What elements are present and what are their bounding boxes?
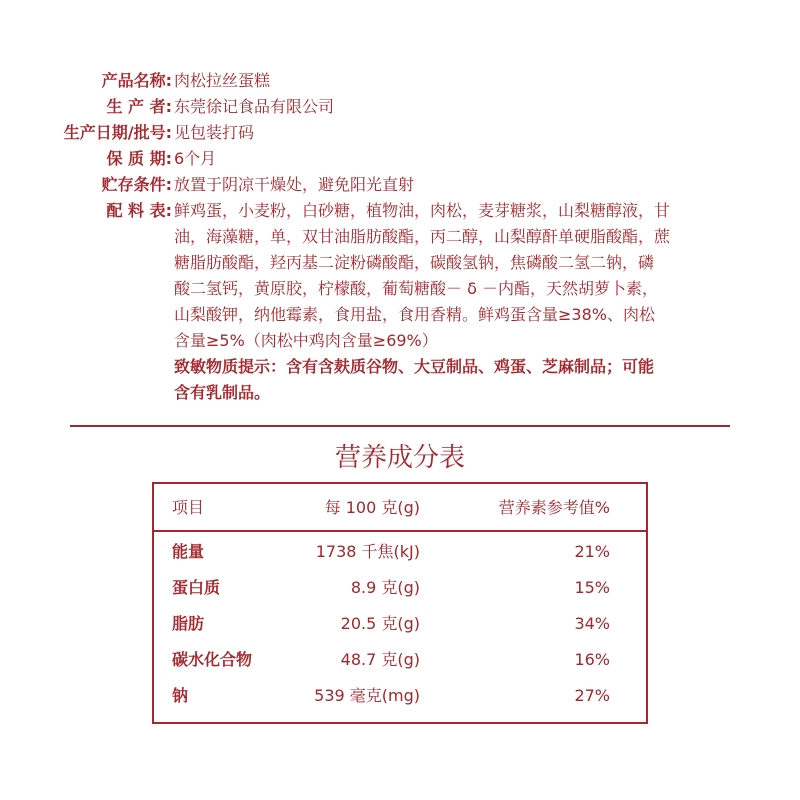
nutrition-row-energy: [154, 534, 646, 570]
nutrient-amount: 48.7 克(g): [340, 650, 420, 669]
header-item: 项目: [172, 498, 205, 517]
info-label: 产品名称:: [101, 71, 172, 90]
nutrient-nrv: 34%: [574, 614, 610, 633]
nutrition-header-row: [154, 490, 646, 526]
nutrient-amount: 8.9 克(g): [350, 578, 420, 597]
info-label: 生产日期/批号:: [63, 123, 172, 142]
info-label: 贮存条件:: [101, 175, 172, 194]
nutrition-header-divider: [154, 530, 646, 532]
ingredients-line: 油，海藻糖，单，双甘油脂肪酸酯，丙二醇，山梨醇酐单硬脂酸酯，蔗: [174, 227, 671, 246]
nutrient-amount: 539 毫克(mg): [314, 686, 420, 705]
nutrient-name: 能量: [172, 542, 205, 561]
nutrition-title: 营养成分表: [334, 443, 465, 473]
nutrition-row-sodium: [154, 678, 646, 714]
nutrition-row-fat: [154, 606, 646, 642]
header-amount: 每 100 克(g): [324, 498, 420, 517]
nutrient-amount: 20.5 克(g): [340, 614, 420, 633]
nutrient-name: 蛋白质: [172, 578, 221, 597]
section-divider: [70, 425, 730, 427]
ingredients-line: 酸二氢钙，黄原胶，柠檬酸，葡萄糖酸－ δ －内酯，天然胡萝卜素，: [174, 279, 658, 298]
nutrient-name: 脂肪: [172, 614, 205, 633]
nutrient-name: 钠: [172, 686, 189, 705]
info-row-storage: [0, 172, 800, 198]
nutrition-table: [152, 482, 648, 724]
allergen-line: 致敏物质提示：含有含麸质谷物、大豆制品、鸡蛋、芝麻制品；可能: [174, 357, 655, 376]
allergen-line: 含有乳制品。: [174, 383, 271, 402]
info-row-shelf-life: [0, 146, 800, 172]
nutrient-nrv: 27%: [574, 686, 610, 705]
nutrient-amount: 1738 千焦(kJ): [315, 542, 420, 561]
info-value: 放置于阴凉干燥处，避免阳光直射: [174, 175, 415, 194]
info-row-producer: [0, 94, 800, 120]
info-row-ingredients: [0, 198, 800, 406]
info-label: 保 质 期:: [106, 149, 172, 168]
ingredients-label: 配 料 表:: [106, 201, 172, 220]
info-value: 肉松拉丝蛋糕: [174, 71, 271, 90]
info-value: 6个月: [174, 149, 217, 168]
ingredients-line: 含量≥5%（肉松中鸡肉含量≥69%）: [174, 331, 438, 350]
ingredients-line: 糖脂肪酸酯，羟丙基二淀粉磷酸酯，碳酸氢钠，焦磷酸二氢二钠，磷: [174, 253, 655, 272]
nutrition-row-carbohydrate: [154, 642, 646, 678]
nutrient-name: 碳水化合物: [172, 650, 253, 669]
info-row-product-name: [0, 68, 800, 94]
ingredients-line: 鲜鸡蛋，小麦粉，白砂糖，植物油，肉松，麦芽糖浆，山梨糖醇液，甘: [174, 201, 671, 220]
product-info: [0, 68, 800, 406]
ingredients-line: 山梨酸钾，纳他霉素，食用盐，食用香精。鲜鸡蛋含量≥38%、肉松: [174, 305, 655, 324]
header-nrv: 营养素参考值%: [498, 498, 610, 517]
nutrient-nrv: 21%: [574, 542, 610, 561]
info-value: 见包装打码: [174, 123, 255, 142]
nutrient-nrv: 15%: [574, 578, 610, 597]
nutrient-nrv: 16%: [574, 650, 610, 669]
nutrition-row-protein: [154, 570, 646, 606]
info-value: 东莞徐记食品有限公司: [174, 97, 335, 116]
info-label: 生 产 者:: [106, 97, 172, 116]
info-row-production-date: [0, 120, 800, 146]
ingredients-text: [172, 198, 729, 406]
